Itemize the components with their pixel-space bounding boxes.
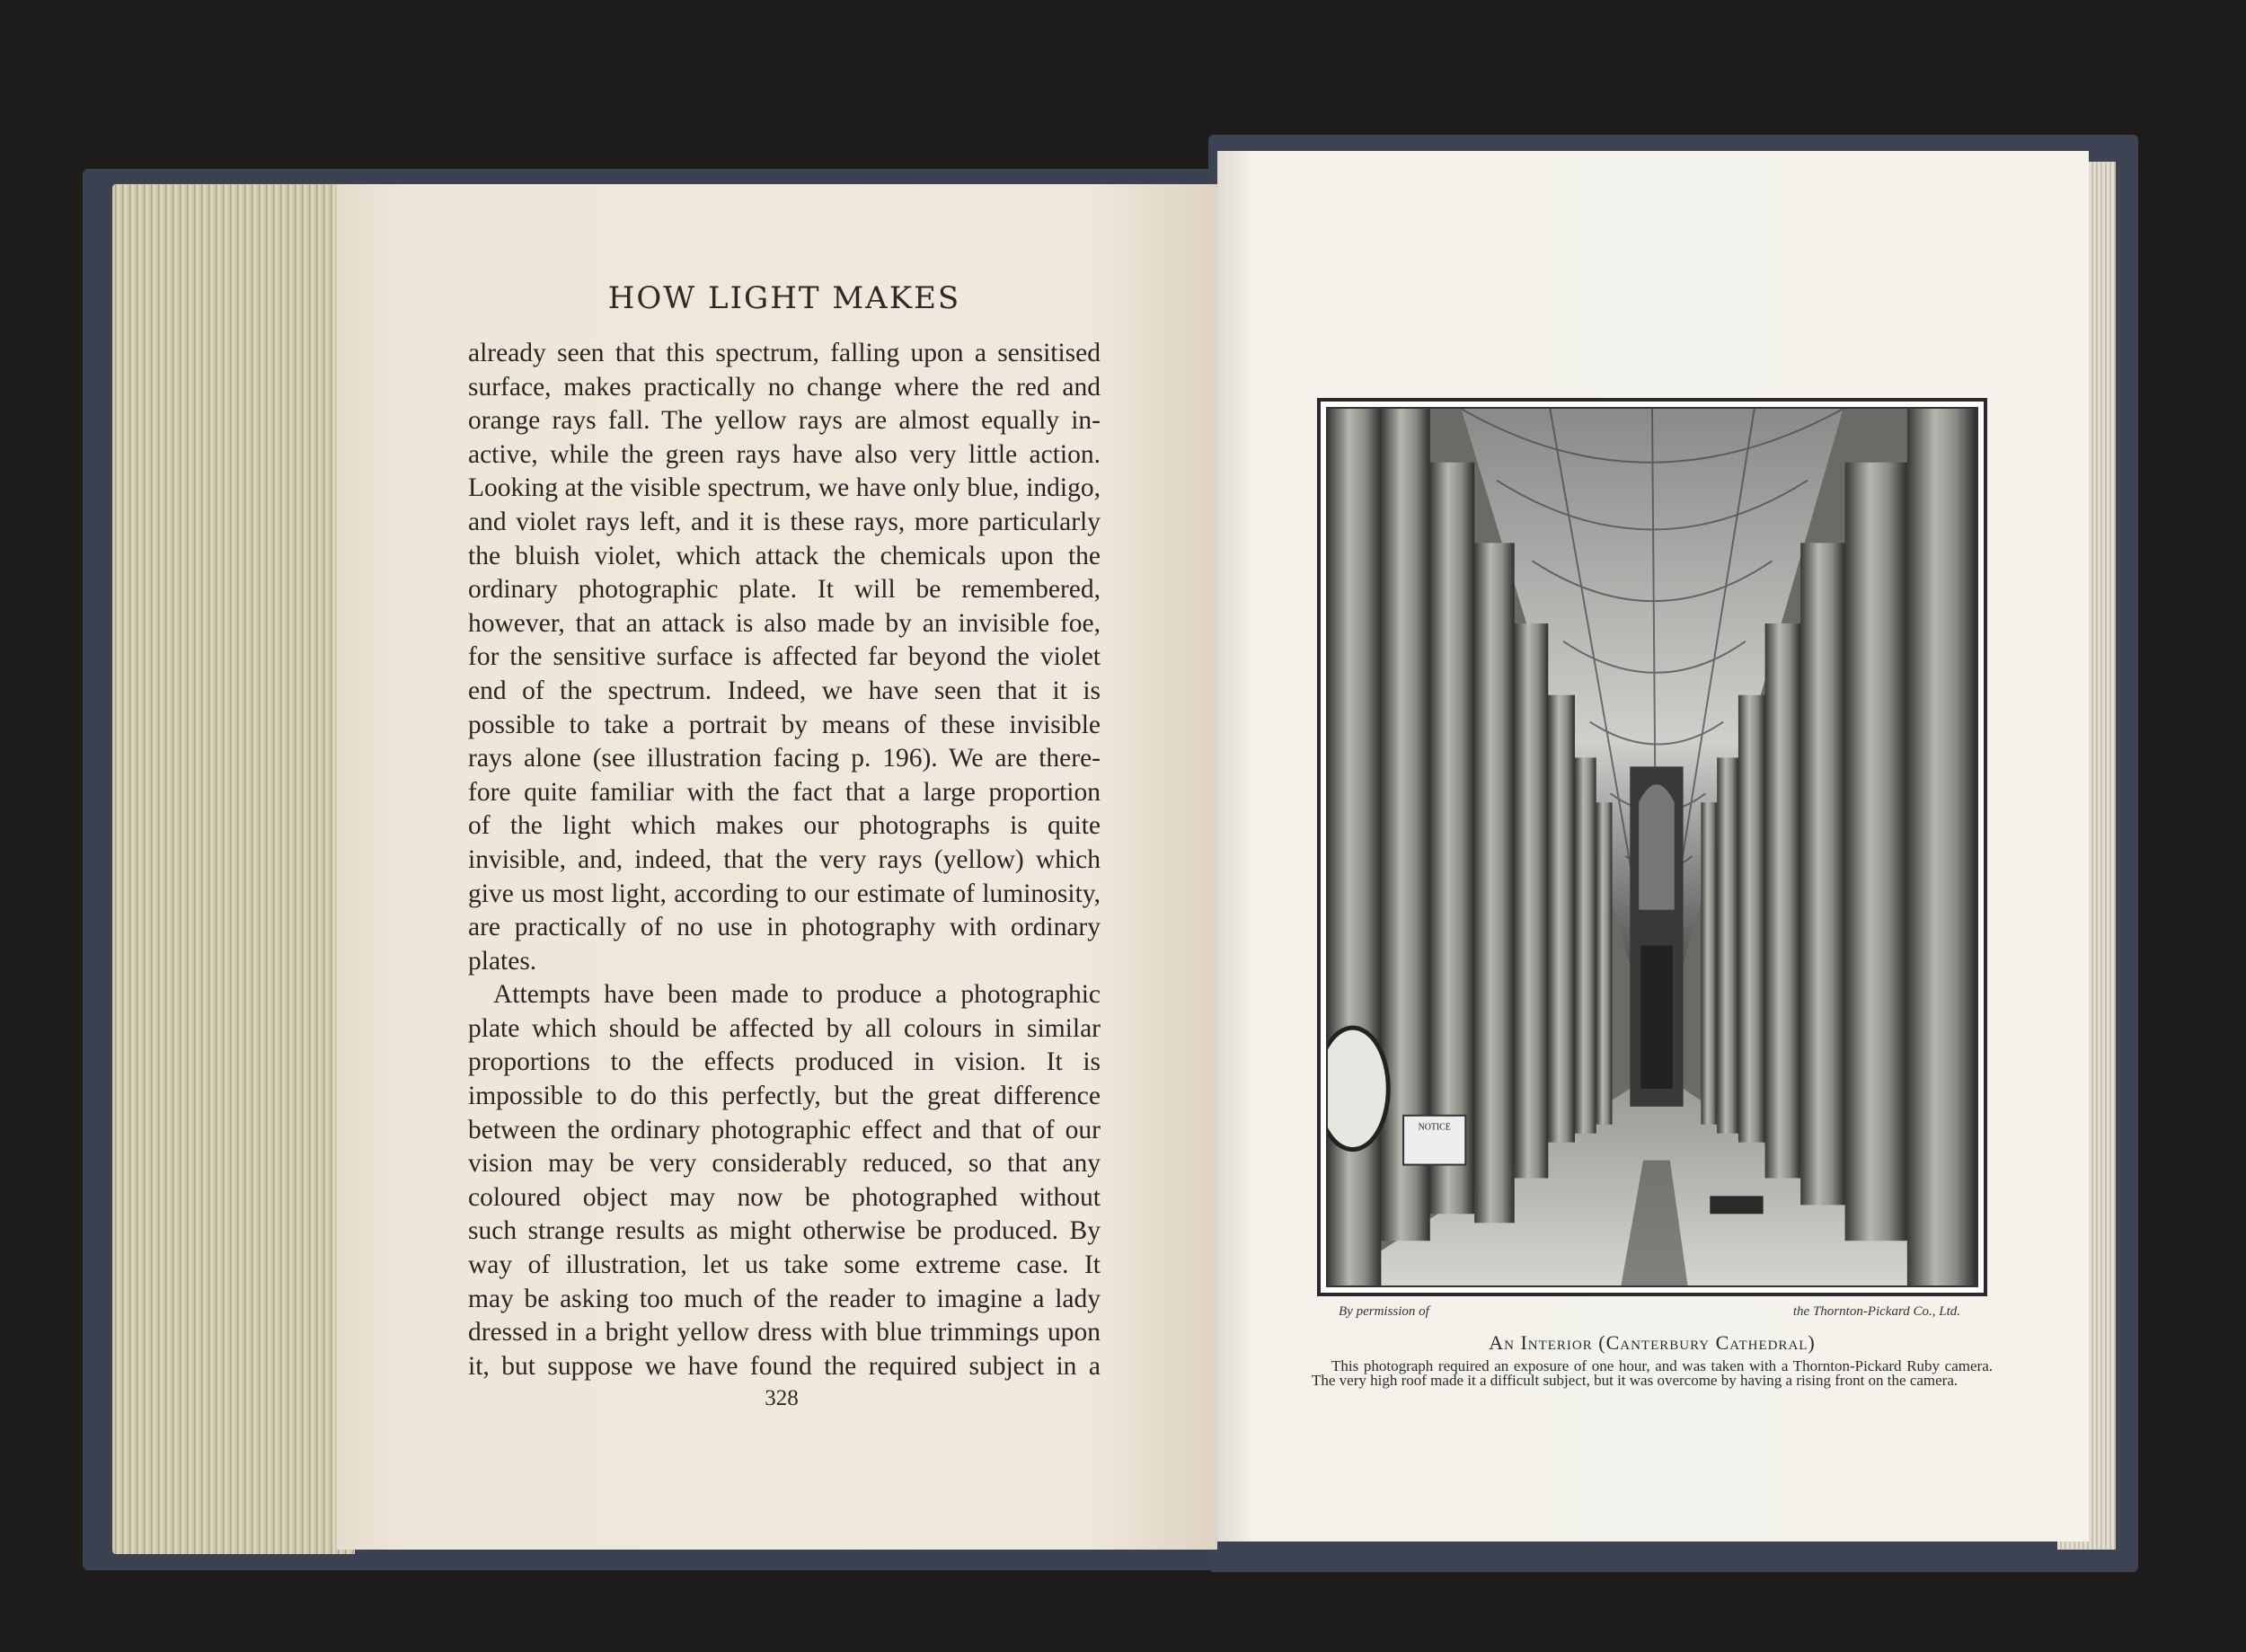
photo-notice-sign: NOTICE <box>1418 1122 1451 1133</box>
text-line: the bluish violet, which attack the chemicals upon the <box>468 541 1101 570</box>
text-line: possible to take a portrait by means of these invisible <box>468 710 1101 739</box>
cathedral-photo-frame <box>1317 398 1987 1296</box>
text-line: it, but suppose we have found the required subject in a <box>468 1351 1101 1381</box>
text-line: way of illustration, let us take some extreme case. It <box>468 1250 1101 1280</box>
text-line: orange rays fall. The yellow rays are almost equally in- <box>468 406 1101 436</box>
text-line: plates. <box>468 946 537 976</box>
text-line: and violet rays left, and it is these rays, more particularly <box>468 507 1101 536</box>
text-line: may be asking too much of the reader to imagine a lady <box>468 1284 1101 1313</box>
text-line: invisible, and, indeed, that the very rays (yellow) which <box>468 844 1101 874</box>
body-text <box>468 337 1101 1383</box>
photo-credit-right: the Thornton-Pickard Co., Ltd. <box>1792 1304 1960 1319</box>
text-line: ordinary photographic plate. It will be remembered, <box>468 575 1101 605</box>
text-line: end of the spectrum. Indeed, we have seen that it is <box>468 676 1101 705</box>
cathedral-photo <box>1326 407 1978 1287</box>
text-line: however, that an attack is also made by an invisible foe, <box>468 608 1101 638</box>
page-edges <box>112 184 355 1554</box>
text-line: for the sensitive surface is affected far beyond the violet <box>468 642 1101 672</box>
text-line: rays alone (see illustration facing p. 196). We are there- <box>468 744 1101 773</box>
text-line: surface, makes practically no change where the red and <box>468 372 1101 402</box>
text-line: impossible to do this perfectly, but the great difference <box>468 1082 1101 1111</box>
text-line: between the ordinary photographic effect and that of our <box>468 1115 1101 1144</box>
page-number: 328 <box>765 1386 799 1410</box>
text-line: are practically of no use in photography with ordinary <box>468 913 1101 942</box>
running-head: HOW LIGHT MAKES <box>607 280 961 316</box>
text-line: active, while the green rays have also very little action. <box>468 439 1101 469</box>
text-line: plate which should be affected by all colours in similar <box>468 1013 1101 1043</box>
text-line: such strange results as might otherwise be produced. By <box>468 1216 1101 1246</box>
photo-credit-left: By permission of <box>1339 1304 1429 1319</box>
text-line: fore quite familiar with the fact that a large proportion <box>468 777 1101 807</box>
text-line: already seen that this spectrum, falling upon a sensitised <box>468 339 1101 367</box>
text-line: Attempts have been made to produce a photographic <box>493 980 1101 1010</box>
text-line: proportions to the effects produced in vision. It is <box>468 1047 1101 1077</box>
text-line: of the light which makes our photographs is quite <box>468 811 1101 841</box>
caption-text: This photograph required an exposure of one hour, and was taken with a Thornton-Pickard Ruby camera. The very high roof made it a difficult subject, but it was overcome by having a rising front on the camera. <box>1312 1357 1993 1389</box>
text-line: give us most light, according to our estimate of luminosity, <box>468 879 1101 908</box>
text-line: vision may be very considerably reduced, so that any <box>468 1149 1101 1179</box>
text-line: Looking at the visible spectrum, we have only blue, indigo, <box>468 473 1101 503</box>
caption-title: An Interior (Canterbury Cathedral) <box>1489 1331 1816 1354</box>
text-line: dressed in a bright yellow dress with blue trimmings upon <box>468 1318 1101 1347</box>
text-line: coloured object may now be photographed without <box>468 1182 1101 1212</box>
